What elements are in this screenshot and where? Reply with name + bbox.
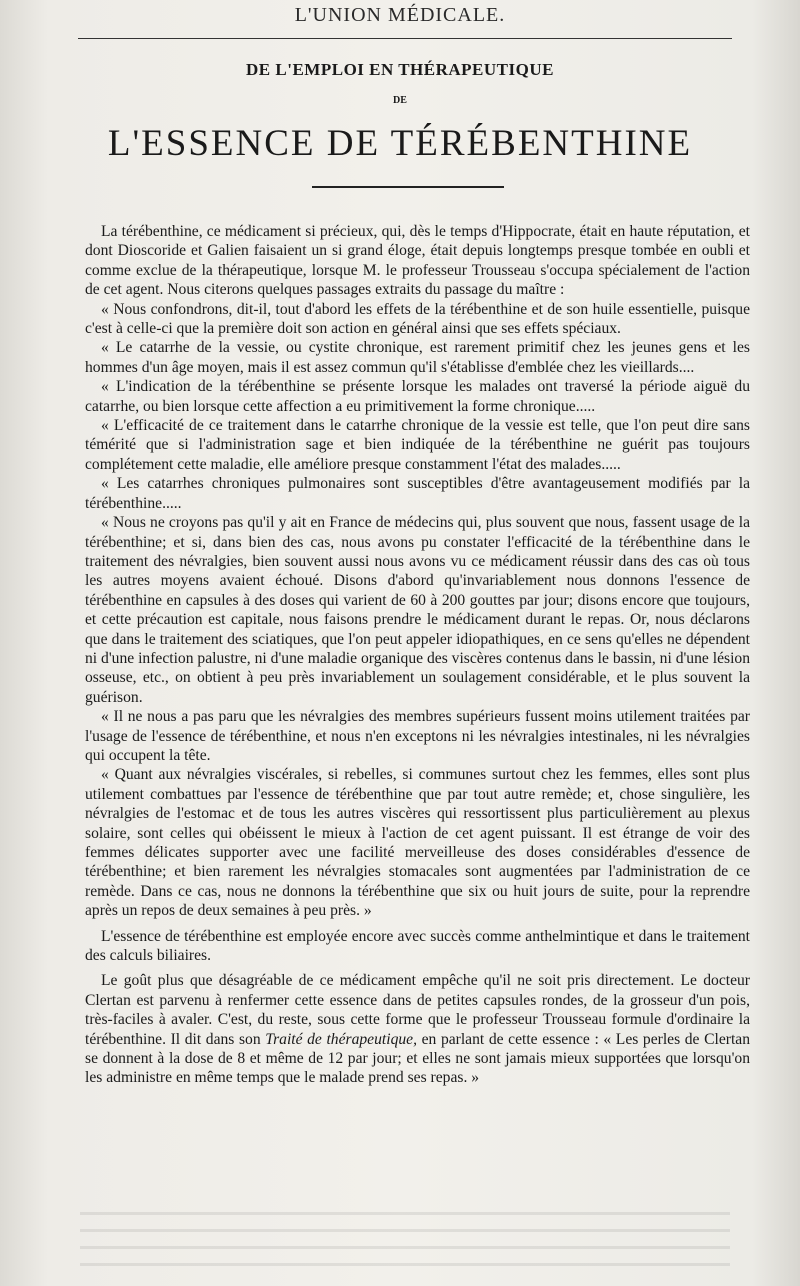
article-body xyxy=(85,222,750,1088)
paragraph-intro: La térébenthine, ce médicament si précieux, qui, dès le temps d'Hippocrate, était en haute réputation, et dont Dioscoride et Galien faisaient un si grand éloge, était depuis longtemps presque tombée en oubli et comme exclue de la thérapeutique, lorsque M. le professeur Trousseau s'occupa spécialement de l'action de cet agent. Nous citerons quelques passages extraits du passage du maître : xyxy=(85,223,750,299)
paragraph-quote-7: « Il ne nous a pas paru que les névralgies des membres supérieurs fussent moins utilement traitées par l'usage de l'essence de térébenthine, et nous n'en exceptons ni les névralgies intestinales, ni les névralgies qui occupent la tête. xyxy=(85,708,750,764)
paragraph-quote-1: « Nous confondrons, dit-il, tout d'abord les effets de la térébenthine et de son huile essentielle, puisque c'est à celle-ci que la première doit son action en général ainsi que ses effets spéciaux. xyxy=(85,300,750,338)
running-head: L'UNION MÉDICALE. xyxy=(294,4,506,26)
paragraph-quote-8: « Quant aux névralgies viscérales, si rebelles, si communes surtout chez les femmes, elles sont plus utilement combattues par l'essence de térébenthine que par tout autre remède; et, chose singulière, les névralgies de l'estomac et de tous les autres viscères qui ressortissent plus particulièrement au plexus solaire, sont celles qui obéissent le mieux à l'action de cet agent puissant. Il est étrange de voir des femmes délicates supporter avec une facilité merveilleuse des doses considérables d'essence de térébenthine; et bien rarement les névralgies stomacales sont augmentées par l'administration de ce remède. Dans ce cas, nous ne donnons la térébenthine que six ou huit jours de suite, pour la reprendre après un repos de deux semaines à peu près. » xyxy=(85,766,750,920)
paragraph-clertan-quote: en parlant de cette essence : « Les perles de Clertan se donnent à la dose de 8 et même de 12 par jour; et elles ne sont jamais mieux supportées que lorsqu'on les administre en même temps que le malade prend ses repas. » xyxy=(85,1030,750,1087)
paragraph-quote-3: « L'indication de la térébenthine se présente lorsque les malades ont traversé la période aiguë du catarrhe, ou bien lorsque cette affection a eu primitivement la forme chronique..... xyxy=(85,378,750,415)
bleed-through-footer xyxy=(80,1198,730,1278)
paragraph-anthelmintic: L'essence de térébenthine est employée encore avec succès comme anthelmintique et dans le traitement des calculs biliaires. xyxy=(85,927,750,965)
article-title-main: L'ESSENCE DE TÉRÉBENTHINE xyxy=(107,123,693,164)
paragraph-clertan-text: Le goût plus que désagréable de ce médicament empêche qu'il ne soit pris directement. Le docteur Clertan est parvenu à renfermer cette essence dans de petites capsules rondes, de la grosseur d'un pois, très-faciles à avaler. C'est, du reste, sous cette forme que le professeur Trousseau formule d'ordinaire la térébenthine. Il dit dans son xyxy=(85,972,750,1048)
paragraph-quote-4: « L'efficacité de ce traitement dans le catarrhe chronique de la vessie est telle, que l'on peut dire sans témérité que si l'administration sage et bien indiquée de la térébenthine ne guérit pas toujours complétement cette maladie, elle améliore presque constamment l'état des malades..... xyxy=(85,417,750,473)
paragraph-clertan xyxy=(85,971,750,1087)
title-rule xyxy=(312,186,504,188)
paragraph-quote-2: « Le catarrhe de la vessie, ou cystite chronique, est rarement primitif chez les jeunes gens et les hommes d'un âge moyen, mais il est assez commun qu'il s'établisse d'emblée chez les vieillards.... xyxy=(85,339,750,376)
paragraph-quote-6: « Nous ne croyons pas qu'il y ait en France de médecins qui, plus souvent que nous, fassent usage de la térébenthine; et si, dans bien des cas, nous avons pu constater l'efficacité de la térébenthine dans le traitement des névralgies, bien souvent aussi nous avons vu ce médicament réussir dans des cas où tous les autres moyens avaient échoué. Disons d'abord qu'invariablement nous donnons l'essence de térébenthine en capsules à des doses qui varient de 60 à 200 gouttes par jour; disons encore que toujours, et cette précaution est capitale, nous faisons prendre le médicament durant le repas. Or, nous déclarons que dans le traitement des sciatiques, que l'on peut appeler idiopathiques, en ce sens qu'elles ne dépendent ni d'une infection palustre, ni d'une maladie organique des viscères contenus dans le bassin, ni d'une lésion osseuse, etc., on obtient à peu près invariablement un soulagement considérable, et le plus souvent la guérison. xyxy=(85,514,750,706)
paragraph-quote-5: « Les catarrhes chroniques pulmonaires sont susceptibles d'être avantageusement modifiés par la térébenthine..... xyxy=(85,475,750,512)
article-title-line-1: DE L'EMPLOI EN THÉRAPEUTIQUE xyxy=(246,60,554,79)
article-title-de: DE xyxy=(393,95,407,106)
book-title: Traité de thérapeutique, xyxy=(265,1030,417,1048)
header-rule xyxy=(78,38,732,39)
